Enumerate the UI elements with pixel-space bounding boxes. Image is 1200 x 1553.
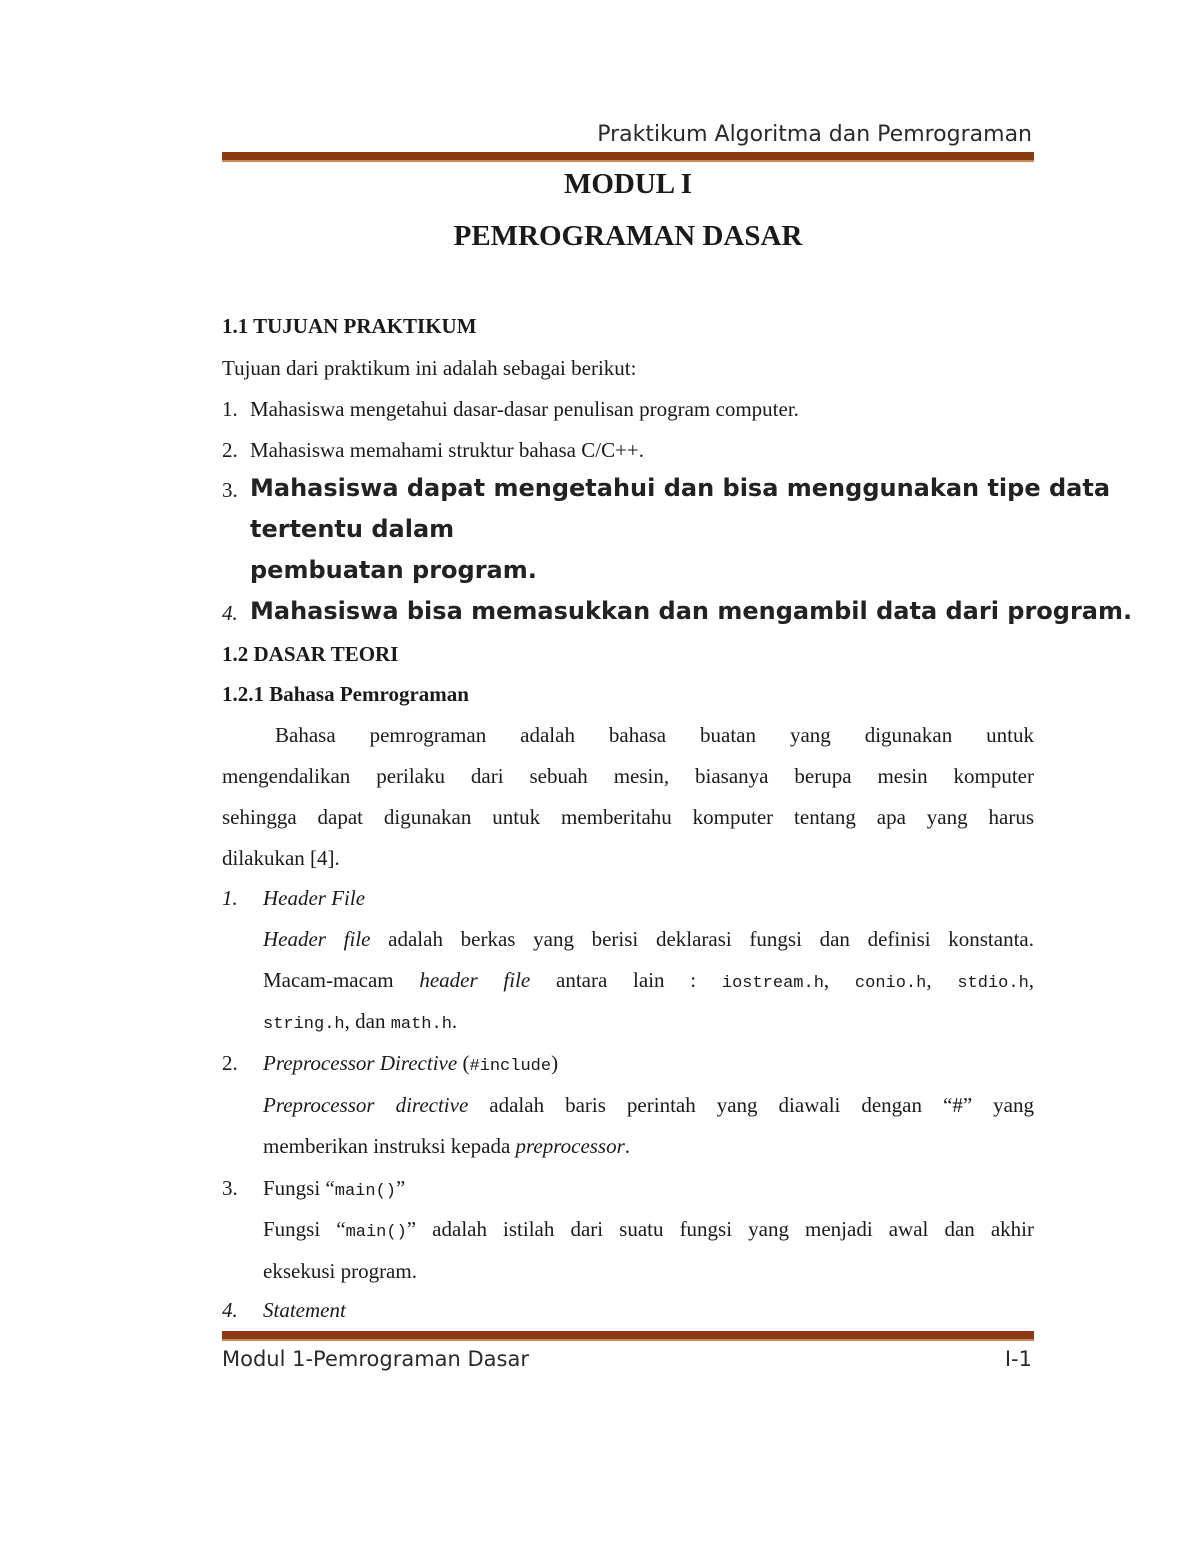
paragraph-line: Bahasa pemrograman adalah bahasa buatan yang digunakan untuk bbox=[275, 723, 1034, 747]
footer-rule bbox=[222, 1331, 1034, 1341]
list-number: 3. bbox=[222, 478, 238, 502]
subsection-heading: 1.2.1 Bahasa Pemrograman bbox=[222, 682, 469, 706]
list-item-4: Mahasiswa bisa memasukkan dan mengambil data dari program. bbox=[250, 597, 1133, 625]
paragraph-line: mengendalikan perilaku dari sebuah mesin, biasanya berupa mesin komputer bbox=[222, 764, 1034, 788]
list-number: 1. bbox=[222, 886, 238, 910]
list-number: 4. bbox=[222, 601, 238, 625]
list-number: 1. bbox=[222, 397, 238, 421]
header-file-desc: Header file adalah berkas yang berisi deklarasi fungsi dan definisi konstanta. bbox=[263, 927, 1034, 951]
section-heading-tujuan: 1.1 TUJUAN PRAKTIKUM bbox=[222, 314, 477, 338]
list-number: 2. bbox=[222, 438, 238, 462]
header-file-examples-cont: string.h, dan math.h. bbox=[263, 1009, 458, 1034]
item-title-preprocessor: Preprocessor Directive (#include) bbox=[263, 1051, 559, 1076]
main-desc-cont: eksekusi program. bbox=[263, 1259, 417, 1283]
list-item-3-line1: Mahasiswa dapat mengetahui dan bisa menggunakan tipe data bbox=[250, 474, 1111, 502]
item-title-main: Fungsi “main()” bbox=[263, 1176, 406, 1201]
main-desc: Fungsi “main()” adalah istilah dari suatu fungsi yang menjadi awal dan akhir bbox=[263, 1217, 1034, 1242]
preprocessor-desc-cont: memberikan instruksi kepada preprocessor. bbox=[263, 1134, 631, 1158]
page-number: I-1 bbox=[1004, 1347, 1032, 1371]
list-item-2: Mahasiswa memahami struktur bahasa C/C++. bbox=[250, 438, 645, 462]
module-title: MODUL I bbox=[563, 168, 693, 200]
paragraph-line: dilakukan [4]. bbox=[222, 846, 340, 870]
footer-module-label: Modul 1-Pemrograman Dasar bbox=[222, 1347, 529, 1371]
running-header: Praktikum Algoritma dan Pemrograman bbox=[597, 122, 1032, 147]
section-heading-dasar-teori: 1.2 DASAR TEORI bbox=[222, 642, 399, 666]
list-item-1: Mahasiswa mengetahui dasar-dasar penulisan program computer. bbox=[250, 397, 799, 421]
item-title-header-file: Header File bbox=[263, 886, 366, 910]
list-number: 4. bbox=[222, 1298, 238, 1322]
header-rule bbox=[222, 152, 1034, 162]
tujuan-intro: Tujuan dari praktikum ini adalah sebagai berikut: bbox=[222, 356, 637, 380]
item-title-statement: Statement bbox=[263, 1298, 346, 1322]
paragraph-line: sehingga dapat digunakan untuk memberitahu komputer tentang apa yang harus bbox=[222, 805, 1034, 829]
list-number: 3. bbox=[222, 1176, 238, 1200]
list-item-3-line3: pembuatan program. bbox=[250, 556, 537, 584]
module-subtitle: PEMROGRAMAN DASAR bbox=[453, 220, 803, 252]
header-file-examples: Macam-macam header file antara lain : iostream.h, conio.h, stdio.h, bbox=[263, 968, 1035, 993]
list-number: 2. bbox=[222, 1051, 238, 1075]
list-item-3-line2: tertentu dalam bbox=[250, 515, 455, 543]
preprocessor-desc: Preprocessor directive adalah baris perintah yang diawali dengan “#” yang bbox=[263, 1093, 1034, 1117]
